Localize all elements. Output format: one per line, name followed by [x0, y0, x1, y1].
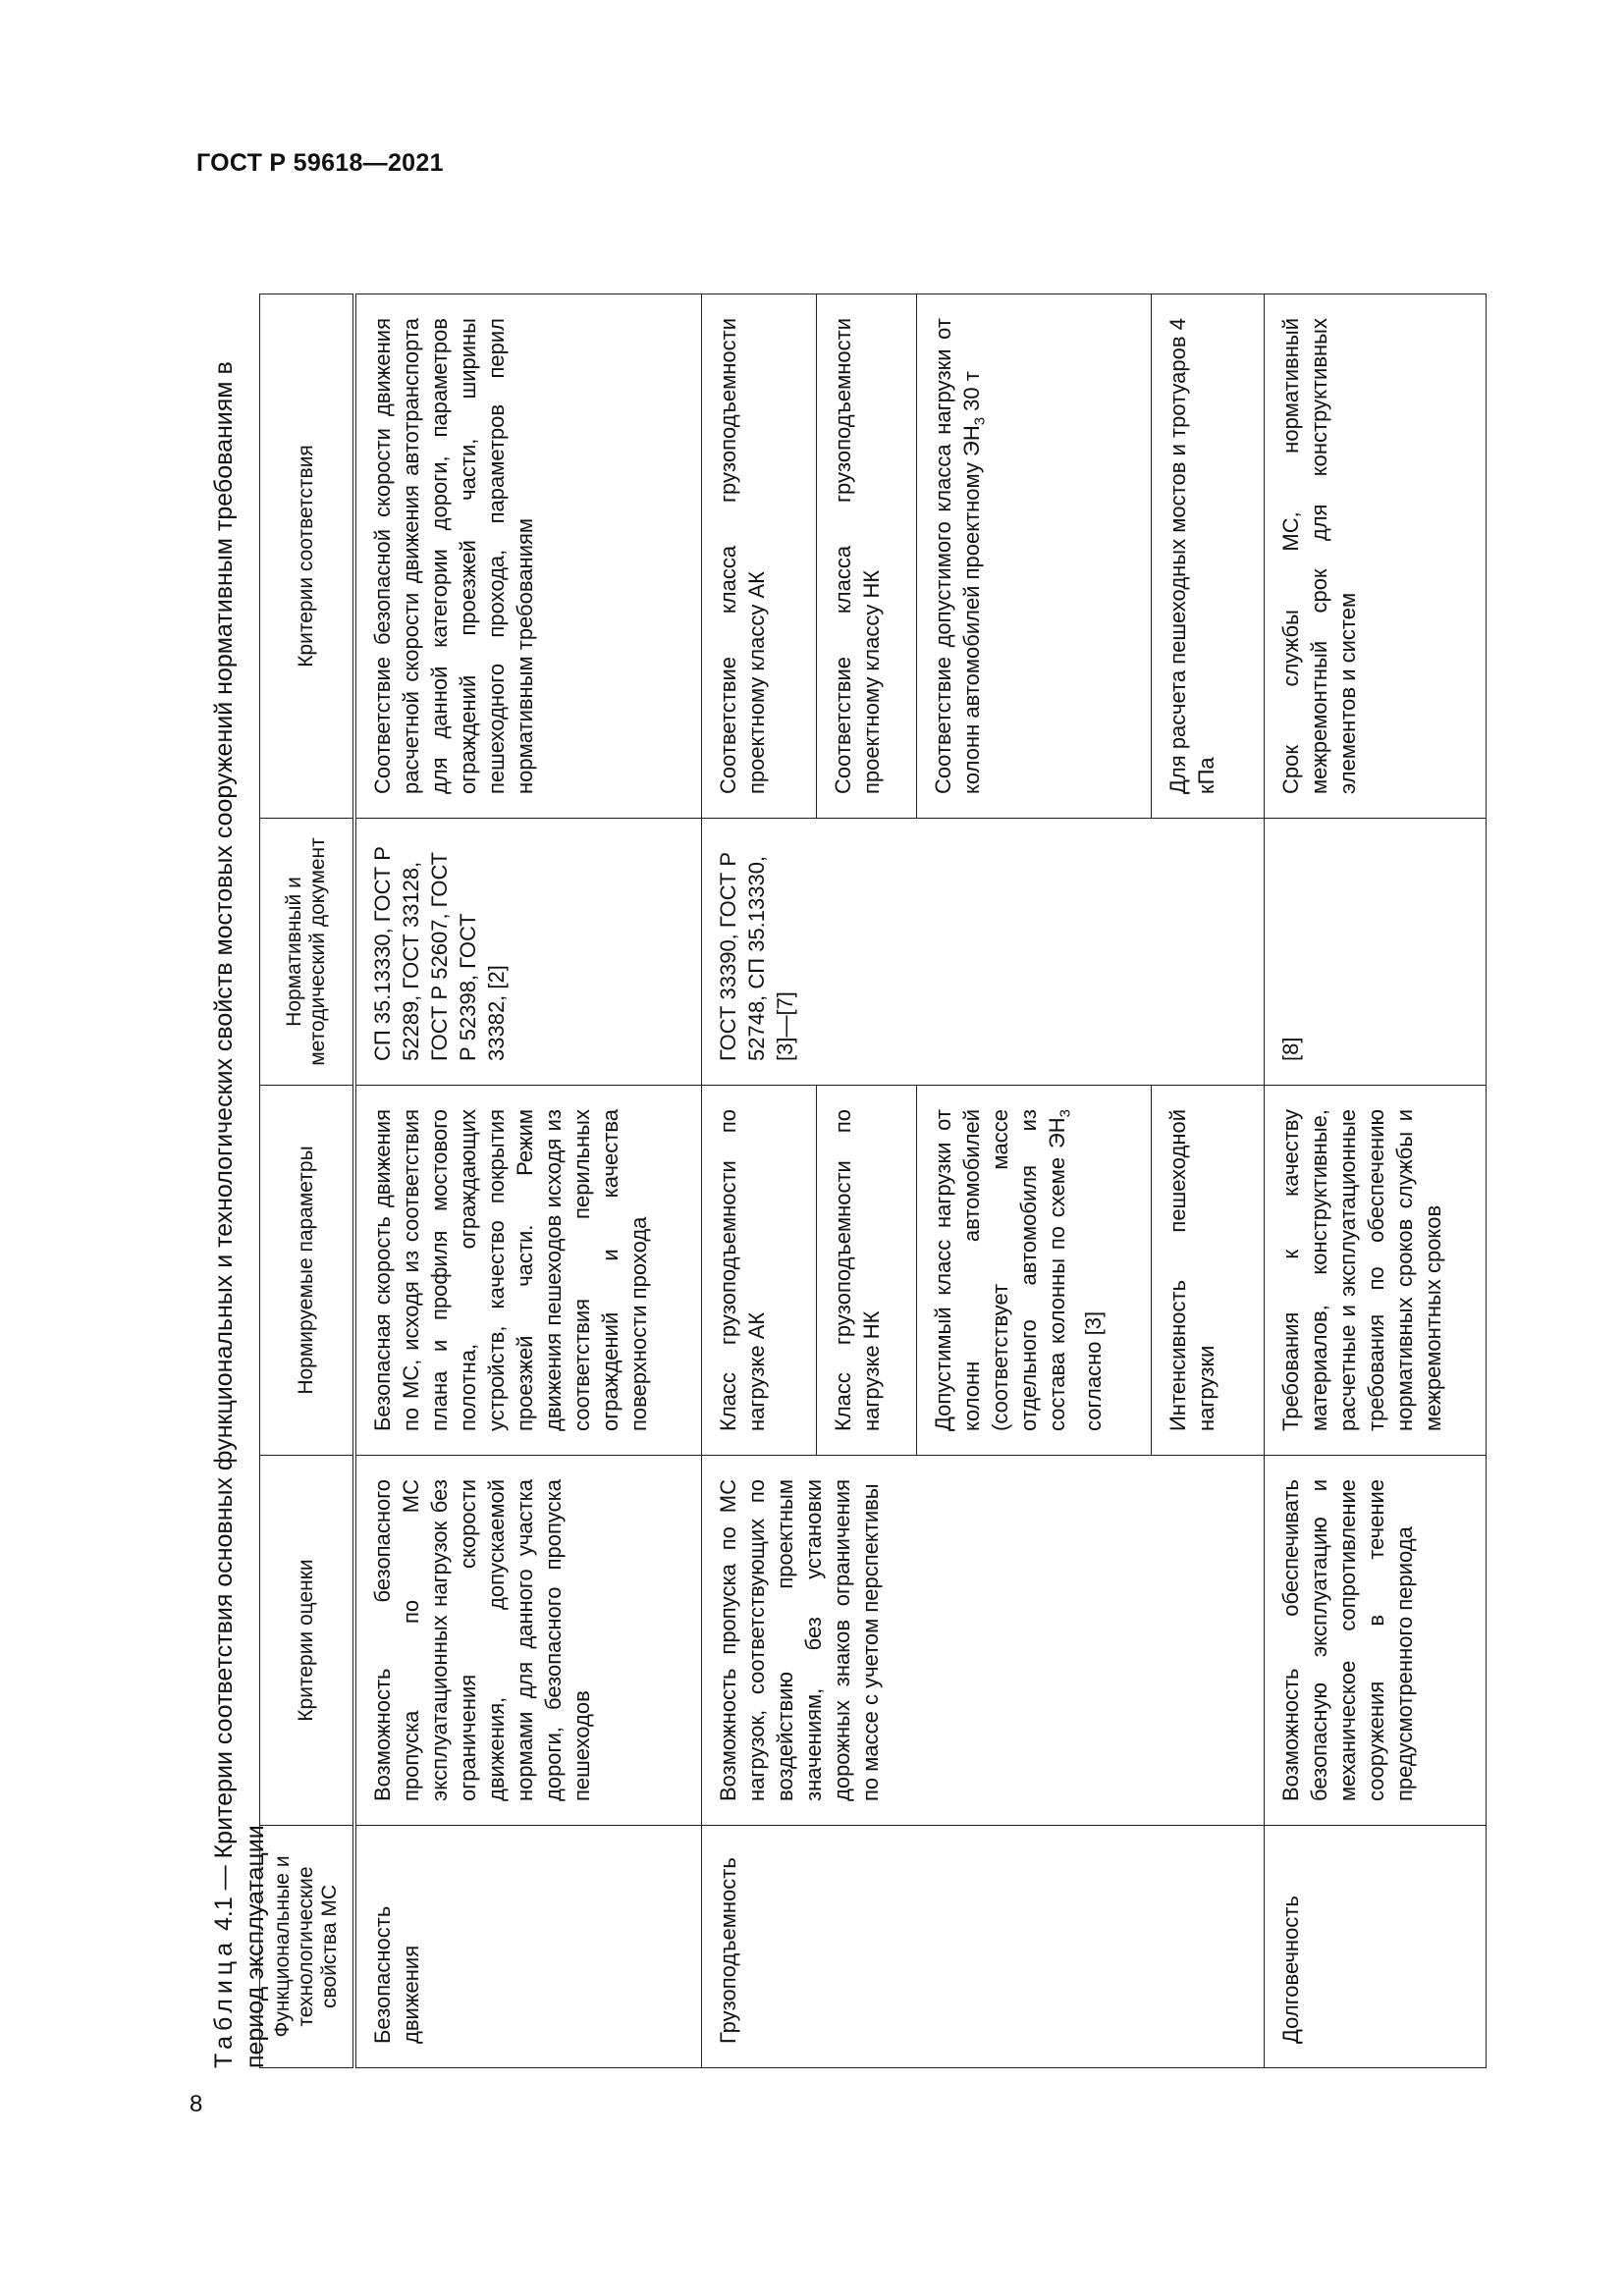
cell-property: Безопасность движения	[354, 1826, 702, 2068]
header-params: Нормируемые параметры	[260, 1086, 355, 1456]
cell-compliance-en3	[917, 294, 1152, 819]
cell-criteria: Возможность безопасного пропуска по МС эксплуатационных нагрузок без ограничения скорости движения, допускаемой нормами для данного участка дороги, безопасного пропуска пешеходов	[354, 1456, 702, 1826]
cell-params-ak: Класс грузоподъемности по нагрузке АК	[702, 1086, 817, 1456]
cell-params: Требования к качеству материалов, конструктивные, расчетные и эксплуатационные требования по обеспечению нормативных сроков службы и межремонтных сроков	[1264, 1086, 1486, 1456]
compliance-en3-subscript: 3	[971, 416, 989, 426]
params-en3-subscript: 3	[1056, 1109, 1074, 1118]
table-row-safety	[354, 294, 702, 2068]
cell-docs: [8]	[1264, 819, 1486, 1086]
cell-compliance-nk: Соответствие класса грузоподъемности проектному классу НК	[817, 294, 917, 819]
cell-property: Долговечность	[1264, 1826, 1486, 2068]
header-property: Функциональные и технологические свойства МС	[260, 1826, 355, 2068]
cell-params-nk: Класс грузоподъемности по нагрузке НК	[817, 1086, 917, 1456]
table-caption-text: 4.1 — Критерии соответствия основных функциональных и технологических свойств мостовых сооружений нормативным требованиям в период эксплуатации	[210, 361, 269, 2068]
table-row-load-ak	[702, 294, 817, 2068]
table-header-row	[260, 294, 355, 2068]
header-docs: Нормативный и методический документ	[260, 819, 355, 1086]
cell-params: Безопасная скорость движения по МС, исходя из соответствия плана и профиля мостового полотна, ограждающих устройств, качество покрытия проезжей части. Режим движения пешеходов исходя из соответствия перильных ограждений и качества поверхности прохода	[354, 1086, 702, 1456]
compliance-en3-tail: 30 т	[959, 371, 984, 417]
header-compliance: Критерии соответствия	[260, 294, 355, 819]
params-en3-tail: согласно [3]	[1081, 1310, 1107, 1431]
cell-docs: СП 35.13330, ГОСТ Р 52289, ГОСТ 33128, ГОСТ Р 52607, ГОСТ Р 52398, ГОСТ 33382, [2]	[354, 819, 702, 1086]
cell-compliance: Соответствие безопасной скорости движения расчетной скорости движения автотранспорта для данной категории дороги, параметров ограждений проезжей части, ширины пешеходного прохода, параметров перил нормативным требованиям	[354, 294, 702, 819]
params-en3-text: Допустимый класс нагрузки от колонн автомобилей (соответствует массе отдельного автомобиля из состава колонны по схеме ЭН	[931, 1109, 1069, 1431]
rotated-page-content	[196, 250, 1502, 2104]
cell-criteria: Возможность пропуска по МС нагрузок, соответствующих по воздействию проектным значениям, без установки дорожных знаков ограничения по массе с учетом перспективы	[702, 1456, 1265, 1826]
table-row-durability	[1264, 294, 1486, 2068]
cell-compliance: Срок службы МС, нормативный межремонтный срок для конструктивных элементов и систем	[1264, 294, 1486, 819]
cell-criteria: Возможность обеспечивать безопасную эксплуатацию и механическое сопротивление сооружения в течение предусмотренного периода	[1264, 1456, 1486, 1826]
cell-docs: ГОСТ 33390, ГОСТ Р 52748, СП 35.13330, [3]—[7]	[702, 819, 1265, 1086]
compliance-en3-text: Соответствие допустимого класса нагрузки от колонн автомобилей проектному ЭН	[931, 318, 984, 794]
cell-compliance-pedestrian: Для расчета пешеходных мостов и тротуаров 4 кПа	[1151, 294, 1264, 819]
header-criteria: Критерии оценки	[260, 1456, 355, 1826]
document-header: ГОСТ Р 59618—2021	[196, 149, 444, 177]
table-caption-label: Таблица	[210, 1937, 238, 2068]
cell-params-pedestrian: Интенсивность пешеходной нагрузки	[1151, 1086, 1264, 1456]
cell-property: Грузоподъемность	[702, 1826, 1265, 2068]
compliance-criteria-table	[259, 294, 1487, 2068]
cell-compliance-ak: Соответствие класса грузоподъемности проектному классу АК	[702, 294, 817, 819]
page-number: 8	[189, 2091, 203, 2117]
cell-params-en3	[917, 1086, 1152, 1456]
